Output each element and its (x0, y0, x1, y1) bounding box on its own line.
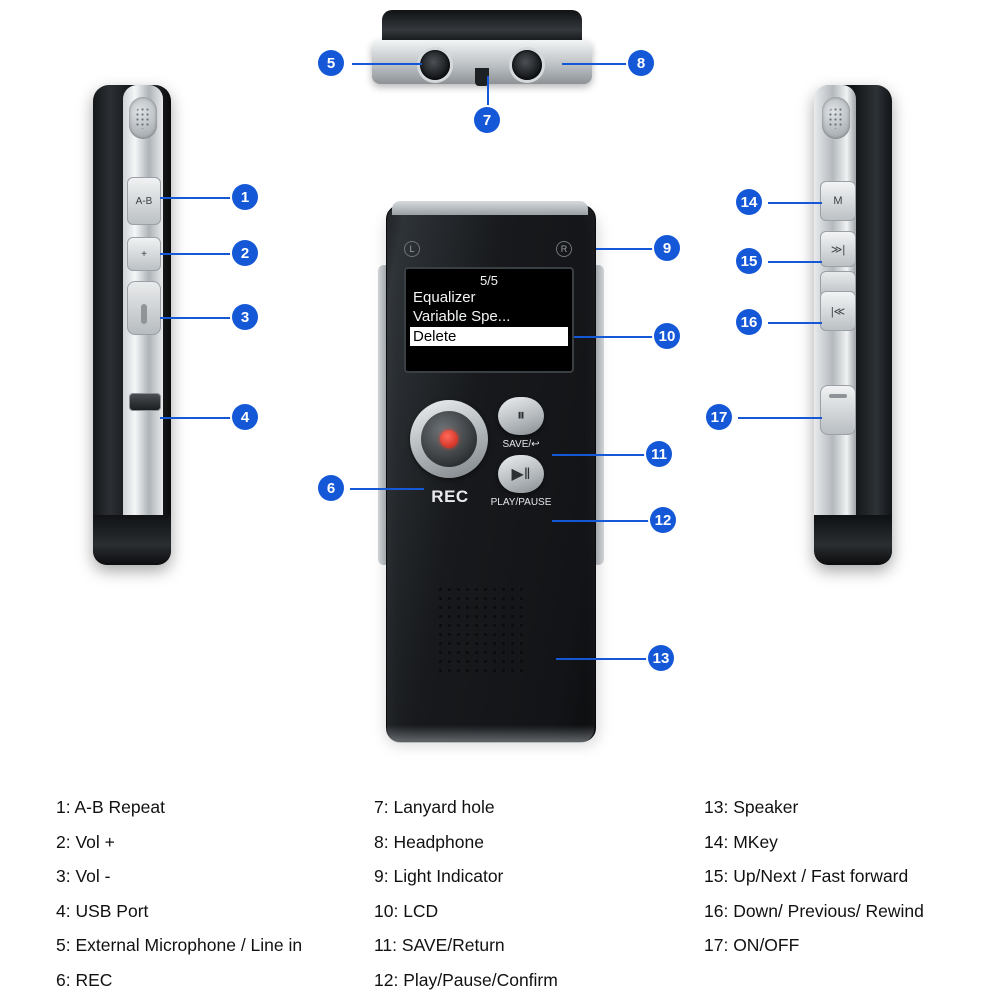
pause-icon: ⏸ (516, 407, 525, 424)
usb-port[interactable] (129, 393, 161, 411)
leader-line-8 (562, 63, 630, 65)
rec-button-label: REC (431, 487, 469, 506)
legend-item-16: 16: Down/ Previous/ Rewind (704, 900, 924, 921)
legend-item-3: 3: Vol - (56, 866, 111, 886)
right-bottom-cap (814, 515, 892, 565)
legend-item-13: 13: Speaker (704, 797, 799, 817)
callout-15-up-next[interactable]: 15 (736, 248, 762, 274)
play-pause-label: PLAY/PAUSE (490, 497, 552, 508)
volume-up-label: + (141, 248, 147, 260)
leader-line-1 (160, 197, 232, 199)
headphone-jack[interactable] (512, 50, 542, 80)
speaker-grille (436, 585, 528, 673)
legend-item-12: 12: Play/Pause/Confirm (374, 969, 558, 990)
leader-line-11 (552, 454, 658, 456)
save-return-button[interactable] (498, 397, 544, 435)
callout-9-light-indicator[interactable]: 9 (654, 235, 680, 261)
legend-item-6: 6: REC (56, 969, 113, 990)
fast-forward-icon: ≫| (830, 243, 846, 256)
legend-item-8: 8: Headphone (374, 831, 484, 852)
light-indicator-right-icon: R (556, 241, 572, 257)
legend-item-1: 1: A-B Repeat (56, 797, 165, 817)
light-indicator-left-icon: L (404, 241, 420, 257)
callout-14-mkey[interactable]: 14 (736, 189, 762, 215)
leader-line-5 (352, 63, 422, 65)
lcd-content (410, 273, 568, 367)
leader-line-2 (160, 253, 232, 255)
leader-line-14 (768, 202, 822, 204)
device-front-view (378, 205, 606, 750)
save-return-label: SAVE/↩ (502, 439, 540, 450)
leader-line-16 (768, 322, 822, 324)
callout-2-vol-plus[interactable]: 2 (232, 240, 258, 266)
leader-line-13 (556, 658, 652, 660)
lcd-menu-item-variable-speed[interactable]: Variable Spe... (413, 308, 511, 325)
legend-column-1 (0, 782, 338, 1000)
leader-line-9 (596, 248, 658, 250)
leader-line-10 (574, 336, 658, 338)
ab-repeat-button[interactable] (127, 177, 161, 225)
rec-button[interactable] (410, 400, 488, 478)
legend-item-4: 4: USB Port (56, 900, 149, 921)
left-bottom-cap (93, 515, 171, 565)
lcd-menu-item-delete-selected[interactable]: Delete (410, 327, 568, 346)
legend-item-5: 5: External Microphone / Line in (56, 935, 303, 955)
legend (0, 782, 1000, 1000)
play-pause-icon: ▶‖ (511, 466, 531, 483)
callout-7-lanyard-hole[interactable]: 7 (474, 107, 500, 133)
callout-1-ab-repeat[interactable]: 1 (232, 184, 258, 210)
legend-item-17: 17: ON/OFF (704, 935, 800, 955)
volume-down-button[interactable] (127, 281, 161, 335)
leader-line-6 (350, 488, 424, 490)
rec-red-dot-icon (440, 430, 458, 448)
callout-6-rec[interactable]: 6 (318, 475, 344, 501)
lcd-menu-item-equalizer[interactable]: Equalizer (413, 289, 476, 306)
ab-repeat-label: A-B (135, 195, 153, 207)
device-left-side-view (85, 85, 180, 565)
callout-17-on-off[interactable]: 17 (706, 404, 732, 430)
callout-3-vol-minus[interactable]: 3 (232, 304, 258, 330)
legend-item-11: 11: SAVE/Return (374, 935, 505, 955)
leader-line-15 (768, 261, 822, 263)
leader-line-7 (487, 76, 489, 108)
legend-item-14: 14: MKey (704, 831, 778, 852)
legend-item-9: 9: Light Indicator (374, 866, 504, 886)
down-previous-rewind-button[interactable] (820, 291, 856, 331)
callout-13-speaker[interactable]: 13 (648, 645, 674, 671)
up-next-fast-forward-button[interactable] (820, 231, 856, 267)
front-top-strip (392, 201, 588, 215)
leader-line-3 (160, 317, 232, 319)
right-speaker-mesh-icon (822, 97, 850, 139)
rec-button-inner (421, 411, 477, 467)
mkey-label: M (833, 195, 843, 207)
callout-5-external-mic[interactable]: 5 (318, 50, 344, 76)
external-microphone-jack[interactable] (420, 50, 450, 80)
legend-item-7: 7: Lanyard hole (374, 797, 495, 817)
mkey-button[interactable] (820, 181, 856, 221)
on-off-switch[interactable] (820, 385, 856, 435)
legend-column-2 (338, 782, 668, 1000)
leader-line-17 (738, 417, 822, 419)
legend-column-3 (668, 782, 1000, 1000)
callout-4-usb-port[interactable]: 4 (232, 404, 258, 430)
lcd-screen (404, 267, 574, 373)
left-speaker-mesh-icon (129, 97, 157, 139)
callout-10-lcd[interactable]: 10 (654, 323, 680, 349)
callout-11-save-return[interactable]: 11 (646, 441, 672, 467)
play-pause-button[interactable] (498, 455, 544, 493)
leader-line-12 (552, 520, 658, 522)
leader-line-4 (160, 417, 232, 419)
legend-item-10: 10: LCD (374, 900, 439, 921)
callout-12-play-pause[interactable]: 12 (650, 507, 676, 533)
legend-item-2: 2: Vol + (56, 831, 115, 852)
front-bottom-cap (386, 725, 594, 743)
callout-8-headphone[interactable]: 8 (628, 50, 654, 76)
callout-16-down-previous[interactable]: 16 (736, 309, 762, 335)
volume-up-button[interactable] (127, 237, 161, 271)
rewind-icon: |≪ (830, 305, 846, 318)
device-top-view (372, 10, 592, 100)
lcd-counter: 5/5 (479, 273, 499, 288)
device-right-side-view (800, 85, 900, 565)
legend-item-15: 15: Up/Next / Fast forward (704, 866, 909, 886)
